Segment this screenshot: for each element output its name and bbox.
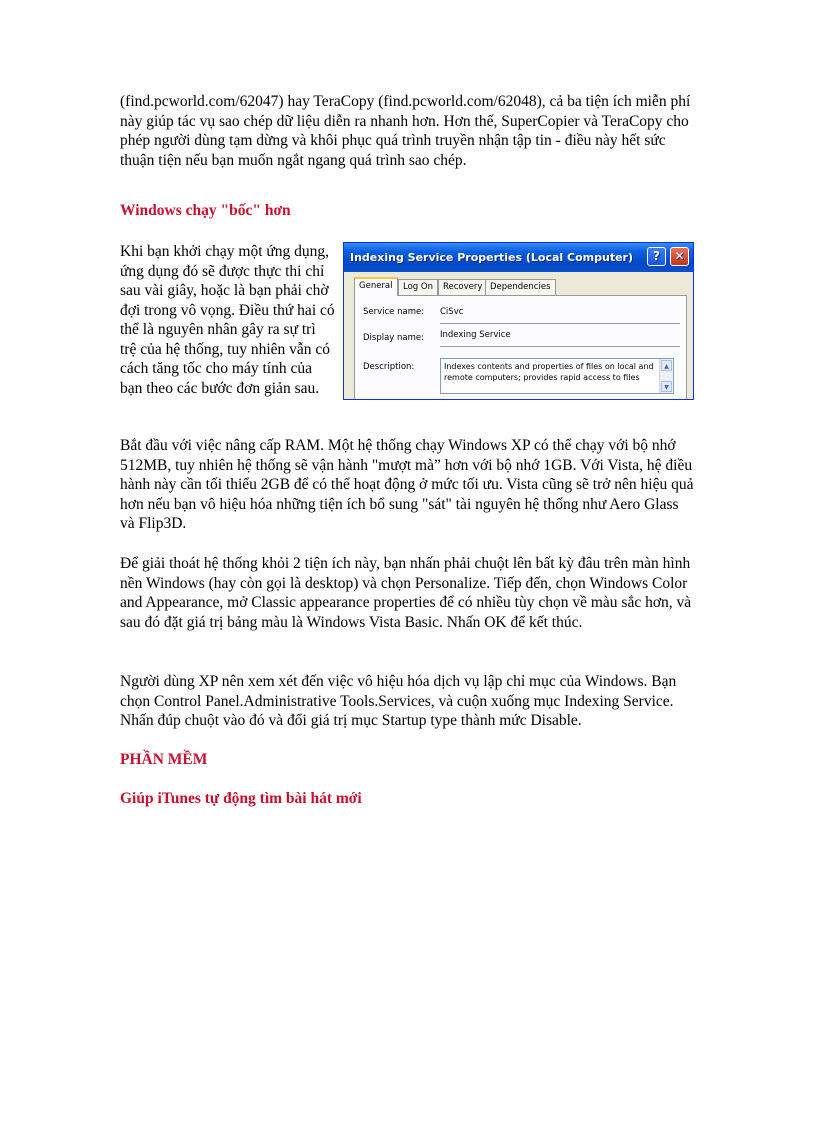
service-name-value: CiSvc [440, 307, 464, 317]
display-name-field[interactable]: Indexing Service [440, 330, 511, 340]
scroll-up-icon[interactable]: ▲ [661, 360, 672, 371]
paragraph-indexing: Người dùng XP nên xem xét đến việc vô hiệu hóa dịch vụ lập chỉ mục của Windows. Bạn chọn Control Panel.Administrative Tools.Services, và cuộn xuống mục Indexing Service. Nhấn đúp chuột vào đó và đổi giá trị mục Startup type thành mức Disable. [120, 673, 677, 729]
display-name-label: Display name: [363, 333, 425, 343]
help-icon[interactable]: ? [647, 247, 666, 266]
dialog-title-bar [344, 243, 693, 272]
tab-log-on[interactable]: Log On [398, 279, 438, 295]
tab-recovery[interactable]: Recovery [438, 279, 487, 295]
description-field[interactable] [440, 358, 674, 394]
close-icon[interactable]: ✕ [670, 247, 689, 266]
section-heading-software: PHẦN MỀM [120, 751, 208, 768]
scroll-down-icon[interactable]: ▼ [661, 381, 672, 392]
description-text: Indexes contents and properties of files on local and remote computers; provides rapid access to files [444, 362, 654, 382]
paragraph-aero: Để giải thoát hệ thống khỏi 2 tiện ích này, bạn nhấn phải chuột lên bất kỳ đâu trên màn hình nền Windows (hay còn gọi là desktop) và chọn Personalize. Tiếp đến, chọn Windows Color and Appearance, mở Classic appearance properties để có nhiều tùy chọn về màu sắc hơn, và sau đó đặt giá trị bảng màu là Windows Vista Basic. Nhấn OK để kết thúc. [120, 555, 692, 631]
description-scrollbar[interactable] [659, 359, 673, 393]
general-tab-panel [354, 295, 687, 400]
paragraph-ram: Bắt đầu với việc nâng cấp RAM. Một hệ thống chạy Windows XP có thể chạy với bộ nhớ 512MB, tuy nhiên hệ thống sẽ vận hành "mượt mà” hơn với bộ nhớ 1GB. Với Vista, hệ điều hành này cần tối thiểu 2GB để có thể hoạt động ở mức tối ưu. Vista cũng sẽ trở nên hiệu quả hơn nếu bạn vô hiệu hóa những tiện ích bổ sung "sát" tài nguyên hệ thống như Aero Glass và Flip3D. [120, 437, 694, 532]
display-name-underline [440, 346, 680, 347]
service-name-underline [440, 323, 680, 324]
service-name-label: Service name: [363, 307, 425, 317]
description-label: Description: [363, 362, 415, 372]
floated-paragraph: Khi bạn khởi chạy một ứng dụng, ứng dụng đó sẽ được thực thi chỉ sau vài giây, hoặc là bạn phải chờ đợi trong vô vọng. Điều thứ hai có thể là nguyên nhân gây ra sự trì trệ của hệ thống, tuy nhiên vẫn có cách tăng tốc cho máy tính của bạn theo các bước đơn giản sau. [120, 243, 335, 397]
intro-paragraph: (find.pcworld.com/62047) hay TeraCopy (find.pcworld.com/62048), cả ba tiện ích miễn phí này giúp tác vụ sao chép dữ liệu diễn ra nhanh hơn. Hơn thế, SuperCopier và TeraCopy cho phép người dùng tạm dừng và khôi phục quá trình truyền nhận tập tin - điều này hết sức thuận tiện nếu bạn muốn ngắt ngang quá trình sao chép. [120, 93, 691, 169]
indexing-service-dialog-screenshot [343, 242, 694, 400]
section-heading-itunes: Giúp iTunes tự động tìm bài hát mới [120, 790, 362, 807]
tab-general[interactable]: General [354, 277, 398, 296]
section-heading-windows: Windows chạy "bốc" hơn [120, 202, 291, 219]
tab-dependencies[interactable]: Dependencies [485, 279, 556, 295]
dialog-title: Indexing Service Properties (Local Computer) [350, 251, 633, 264]
